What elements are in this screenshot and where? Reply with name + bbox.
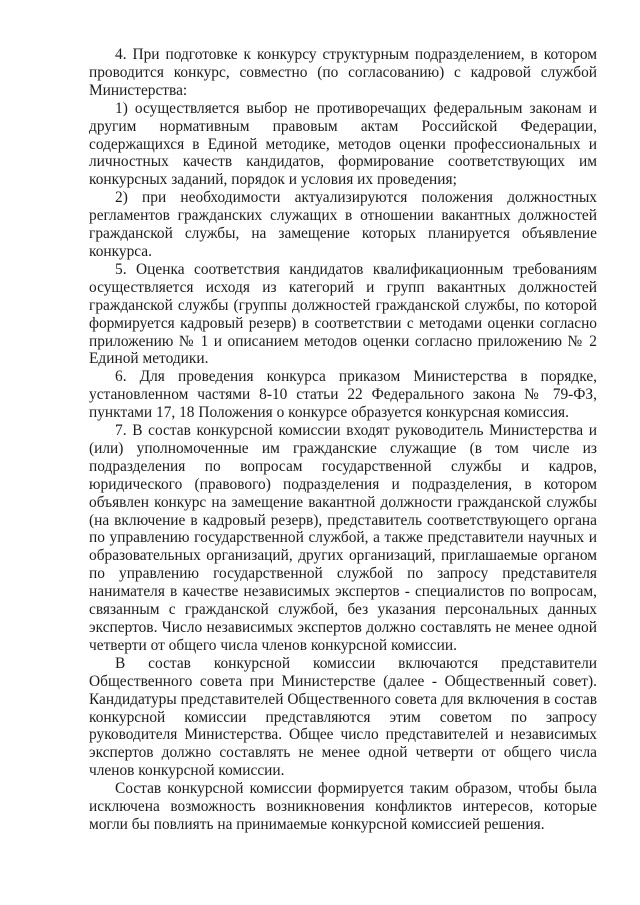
paragraph-6: 6. Для проведения конкурса приказом Министерства в порядке, установленном частями 8-10 статьи 22 Федерального закона № 79-ФЗ, пунктами 17, 18 Положения о конкурсе образуется конкурсная комиссия.: [89, 368, 597, 422]
paragraph-4-item-1: 1) осуществляется выбор не противоречащих федеральным законам и другим нормативным правовым актам Российской Федерации, содержащихся в Единой методике, методов оценки профессиональных и личностных качеств кандидатов, формирование соответствующих им конкурсных заданий, порядок и условия их проведения;: [89, 99, 597, 189]
paragraph-7: 7. В состав конкурсной комиссии входят руководитель Министерства и (или) уполномоченные им гражданские служащие (в том числе из подразделения по вопросам государственной службы и кадров, юридического (правового) подразделения и подразделения, в котором объявлен конкурс на замещение вакантной должности гражданской службы (на включение в кадровый резерв), представитель соответствующего органа по управлению государственной службой, а также представители научных и образовательных организаций, других организаций, приглашаемые органом по управлению государственной службой по запросу представителя нанимателя в качестве независимых экспертов - специалистов по вопросам, связанным с гражданской службой, без указания персональных данных экспертов. Число независимых экспертов должно составлять не менее одной четверти от общего числа членов конкурсной комиссии.: [89, 422, 597, 654]
paragraph-4-intro: 4. При подготовке к конкурсу структурным подразделением, в котором проводится конкурс, совместно (по согласованию) с кадровой службой Министерства:: [89, 46, 597, 99]
paragraph-5: 5. Оценка соответствия кандидатов квалификационным требованиям осуществляется исходя из категорий и групп вакантных должностей гражданской службы (группы должностей гражданской службы, по которой формируется кадровый резерв) в соответствии с методами оценки согласно приложению № 1 и описанием методов оценки согласно приложению № 2 Единой методики.: [89, 260, 597, 368]
paragraph-7-conflict-of-interest: Состав конкурсной комиссии формируется таким образом, чтобы была исключена возможность возникновения конфликтов интересов, которые могли бы повлиять на принимаемые конкурсной комиссией решения.: [89, 780, 597, 833]
document-body: [89, 46, 597, 834]
paragraph-7-public-council: В состав конкурсной комиссии включаются представители Общественного совета при Министерстве (далее - Общественный совет). Кандидатуры представителей Общественного совета для включения в состав конкурсной комиссии представляются этим советом по запросу руководителя Министерства. Общее число представителей и независимых экспертов должно составлять не менее одной четверти от общего числа членов конкурсной комиссии.: [89, 654, 597, 780]
paragraph-4-item-2: 2) при необходимости актуализируются положения должностных регламентов гражданских служащих в отношении вакантных должностей гражданской службы, на замещение которых планируется объявление конкурса.: [89, 189, 597, 260]
